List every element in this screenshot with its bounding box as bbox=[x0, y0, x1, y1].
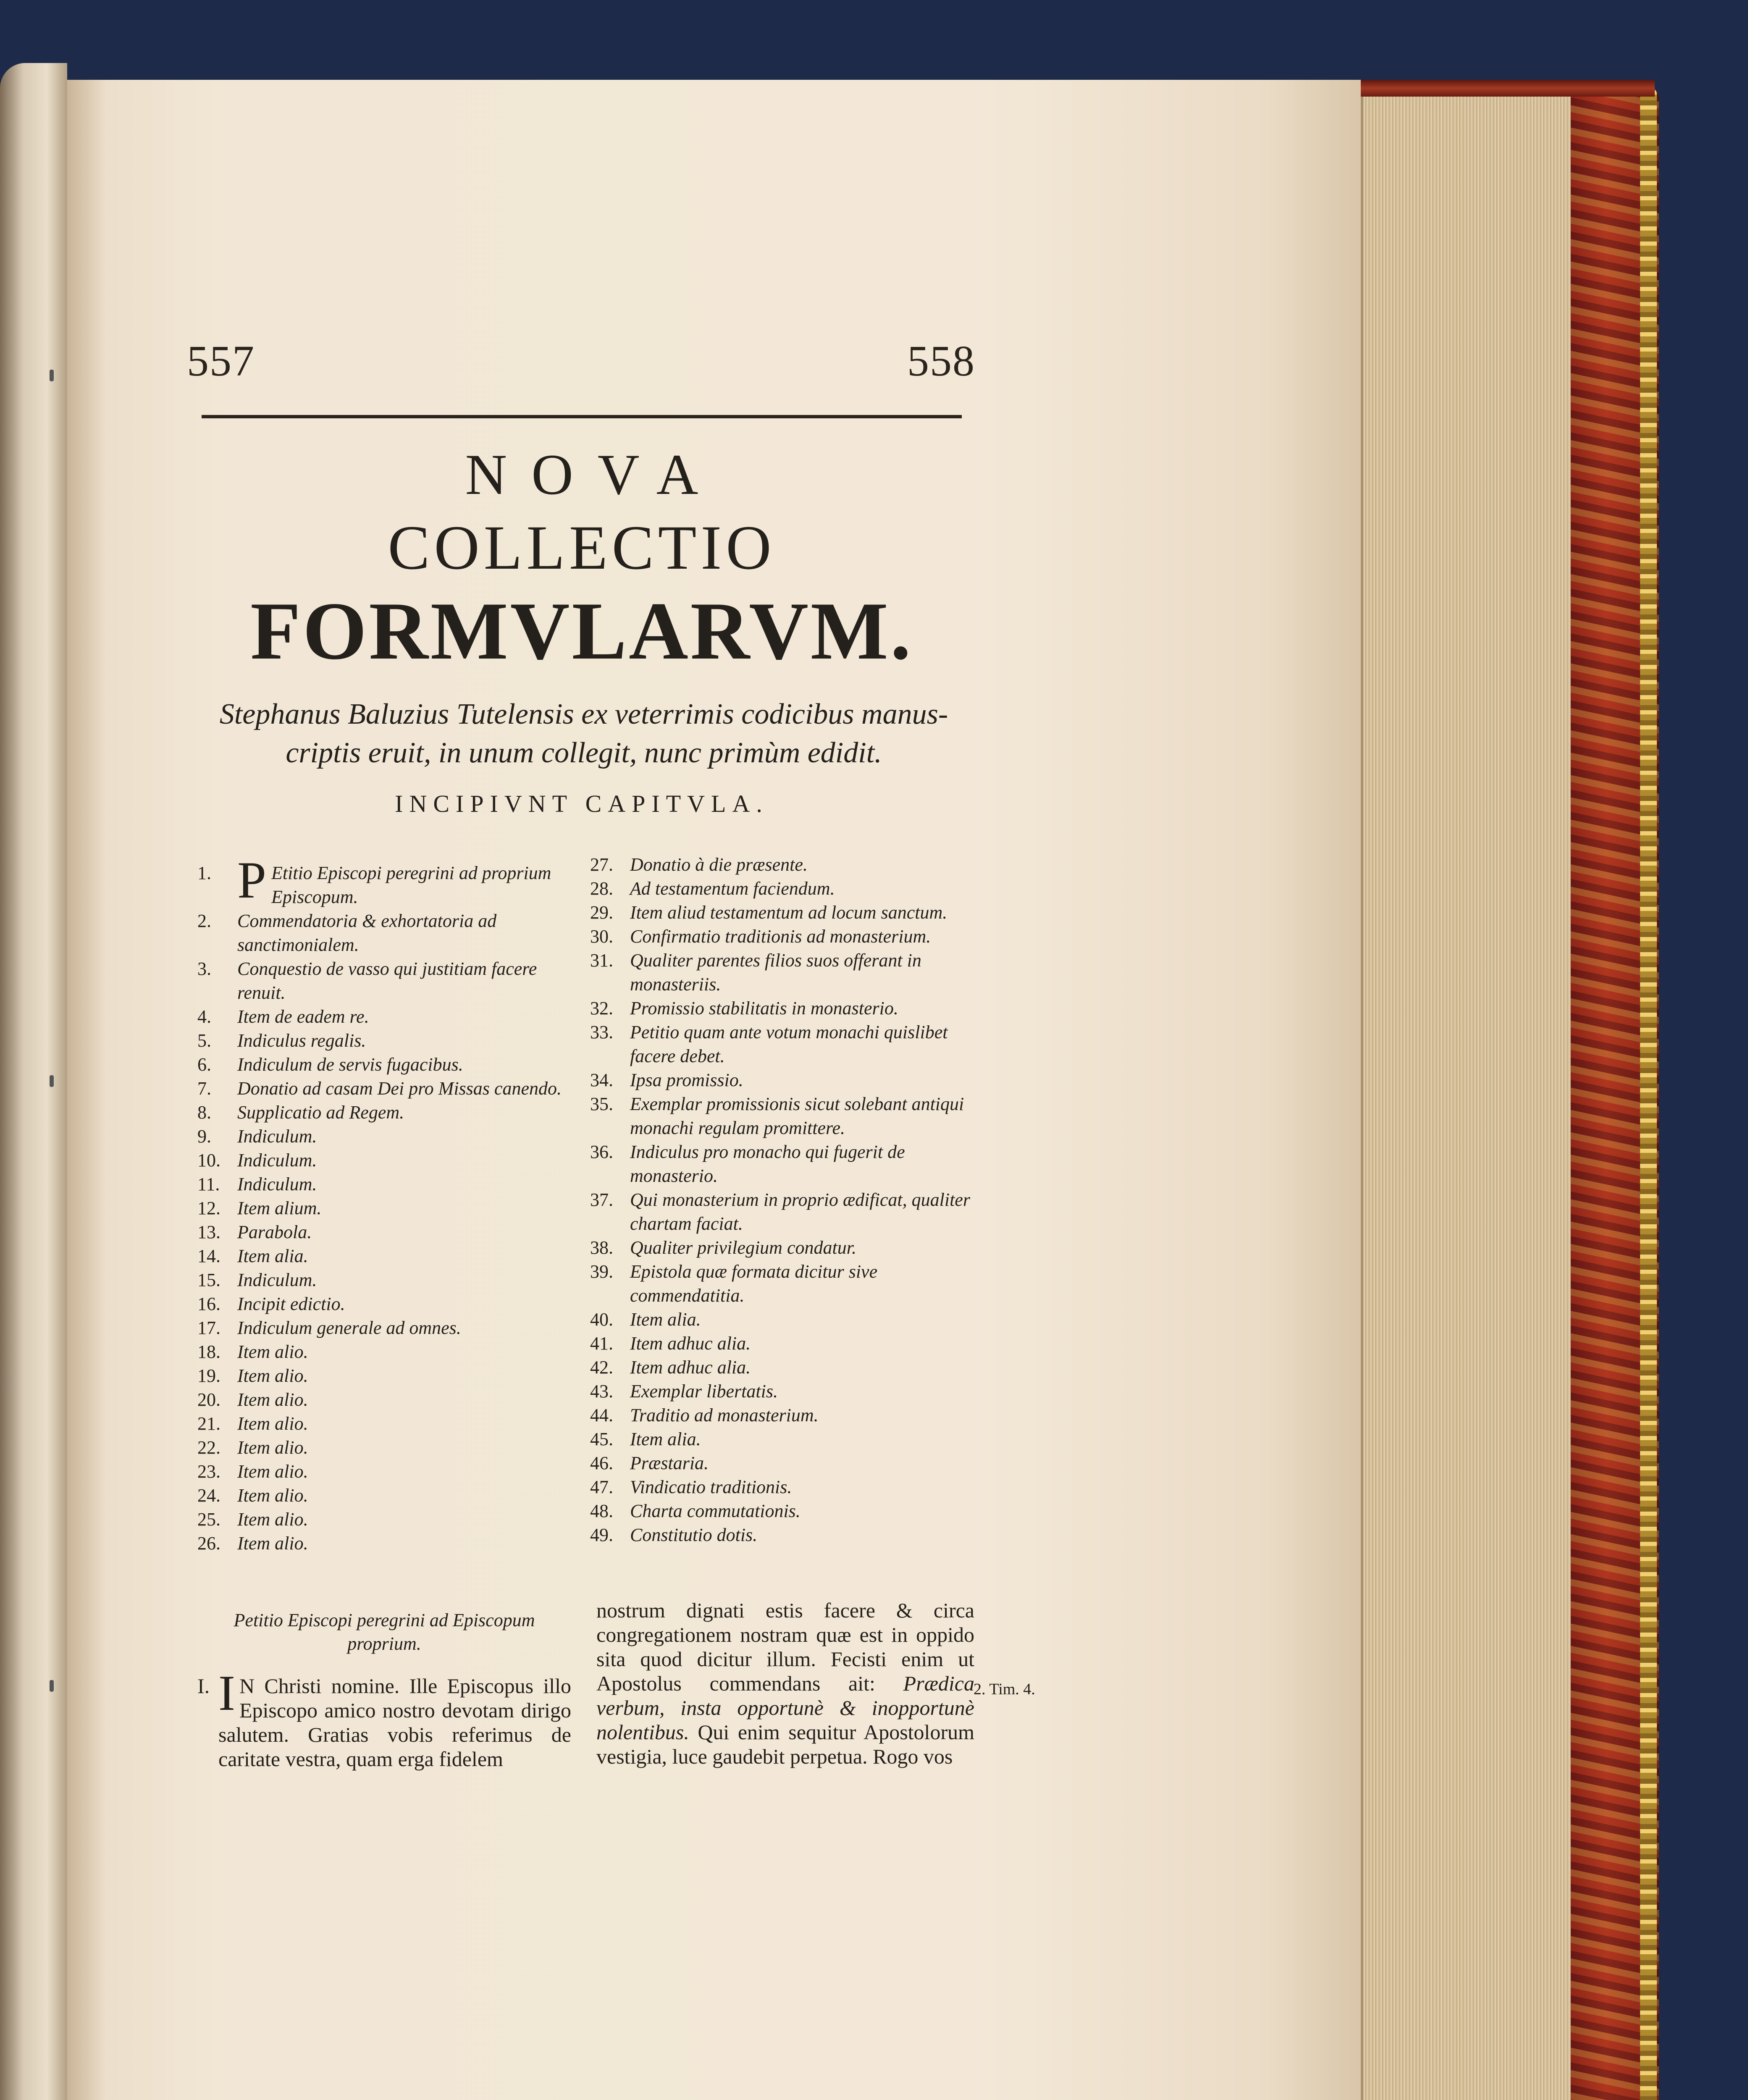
toc-item-number: 39. bbox=[590, 1261, 613, 1282]
toc-item-text bbox=[237, 1148, 571, 1172]
toc-item-text bbox=[237, 851, 571, 909]
toc-item-number: 7. bbox=[197, 1078, 211, 1099]
toc-item-text bbox=[630, 900, 974, 924]
toc-item-label: Item alio. bbox=[237, 1365, 308, 1386]
toc-item-text bbox=[630, 1068, 974, 1092]
toc-item-label: Ad testamentum faciendum. bbox=[630, 878, 835, 899]
toc-item-text bbox=[237, 1076, 571, 1100]
toc-item-text bbox=[237, 1364, 571, 1388]
toc-item-text bbox=[237, 957, 571, 1005]
toc-item-text bbox=[237, 1005, 571, 1029]
toc-item-label: Conquestio de vasso qui justitiam facere renuit. bbox=[237, 958, 537, 1003]
toc-item-text bbox=[237, 1029, 571, 1053]
toc-item-text bbox=[237, 1436, 571, 1460]
toc-right-column bbox=[590, 853, 974, 1547]
toc-item-label: Constitutio dotis. bbox=[630, 1525, 758, 1545]
toc-item-text bbox=[237, 1196, 571, 1220]
toc-item-number: 46. bbox=[590, 1453, 613, 1473]
toc-item bbox=[197, 1412, 571, 1436]
toc-item-label: Commendatoria & exhortatoria ad sanctimonialem. bbox=[237, 911, 497, 955]
drop-cap: I bbox=[218, 1665, 235, 1721]
toc-item-number: 4. bbox=[197, 1006, 211, 1027]
toc-item bbox=[197, 1507, 571, 1531]
toc-item-text bbox=[237, 1172, 571, 1196]
toc-item-label: Item alio. bbox=[237, 1413, 308, 1434]
toc-item bbox=[197, 1029, 571, 1053]
toc-item-text bbox=[237, 1316, 571, 1340]
toc-item-number: 2. bbox=[197, 911, 211, 931]
toc-item-text bbox=[630, 996, 974, 1020]
toc-item-label: Item alio. bbox=[237, 1389, 308, 1410]
toc-item-number: 41. bbox=[590, 1333, 613, 1354]
binding-mark bbox=[50, 370, 54, 381]
toc-item-text bbox=[630, 1020, 974, 1068]
toc-left-column bbox=[197, 851, 571, 1555]
toc-item bbox=[197, 1244, 571, 1268]
toc-item-label: Indiculum generale ad omnes. bbox=[237, 1318, 461, 1338]
toc-item bbox=[590, 1403, 974, 1427]
toc-item-label: Item alio. bbox=[237, 1461, 308, 1482]
toc-item bbox=[590, 1092, 974, 1140]
toc-item-label: Donatio ad casam Dei pro Missas canendo. bbox=[237, 1078, 562, 1099]
toc-item-number: 49. bbox=[590, 1525, 613, 1545]
toc-item-number: 1. bbox=[197, 863, 211, 883]
toc-item bbox=[590, 853, 974, 877]
toc-item-number: 36. bbox=[590, 1142, 613, 1162]
toc-item bbox=[197, 1340, 571, 1364]
toc-item-label: Exemplar promissionis sicut solebant antiqui monachi regulam promittere. bbox=[630, 1094, 964, 1138]
toc-item-text bbox=[237, 1124, 571, 1148]
toc-item-number: 31. bbox=[590, 950, 613, 971]
toc-item-text bbox=[630, 1236, 974, 1260]
toc-item-label: Qui monasterium in proprio ædificat, qualiter chartam faciat. bbox=[630, 1189, 970, 1234]
toc-item bbox=[590, 1331, 974, 1355]
toc-item-text bbox=[630, 1355, 974, 1379]
toc-item-label: Indiculum. bbox=[237, 1126, 317, 1147]
toc-item-label: Item alio. bbox=[237, 1341, 308, 1362]
toc-item-label: Incipit edictio. bbox=[237, 1294, 345, 1314]
toc-item-number: 3. bbox=[197, 958, 211, 979]
toc-item bbox=[197, 1124, 571, 1148]
toc-item-text bbox=[630, 1379, 974, 1403]
toc-item-label: Item alium. bbox=[237, 1198, 322, 1218]
subtitle-line-1: Stephanus Baluzius Tutelensis ex veterrimis codicibus manus- bbox=[219, 698, 948, 730]
toc-item-text bbox=[630, 1140, 974, 1188]
toc-item-label: Confirmatio traditionis ad monasterium. bbox=[630, 926, 931, 947]
toc-item-label: Vindicatio traditionis. bbox=[630, 1477, 792, 1497]
toc-item bbox=[197, 1436, 571, 1460]
toc-item-text bbox=[630, 877, 974, 900]
toc-item bbox=[197, 1076, 571, 1100]
toc-item-number: 48. bbox=[590, 1501, 613, 1521]
toc-item-label: Item alio. bbox=[237, 1509, 308, 1530]
toc-item bbox=[590, 1427, 974, 1451]
title-line-2: COLLECTIO bbox=[388, 513, 776, 583]
toc-item-number: 10. bbox=[197, 1150, 220, 1171]
toc-item-number: 16. bbox=[197, 1294, 220, 1314]
toc-item bbox=[197, 1531, 571, 1555]
toc-item bbox=[197, 1100, 571, 1124]
toc-item-number: 5. bbox=[197, 1030, 211, 1051]
toc-item bbox=[197, 1220, 571, 1244]
toc-item-number: 27. bbox=[590, 854, 613, 875]
toc-item-number: 14. bbox=[197, 1246, 220, 1266]
toc-item-number: 20. bbox=[197, 1389, 220, 1410]
toc-item-number: 30. bbox=[590, 926, 613, 947]
page-number-right: 558 bbox=[907, 337, 975, 385]
toc-item bbox=[590, 1140, 974, 1188]
body-column-right bbox=[596, 1598, 974, 1769]
toc-item-number: 47. bbox=[590, 1477, 613, 1497]
toc-item-label: Item aliud testamentum ad locum sanctum. bbox=[630, 902, 947, 923]
toc-item-number: 9. bbox=[197, 1126, 211, 1147]
toc-item-label: Ipsa promissio. bbox=[630, 1070, 743, 1090]
toc-item-text bbox=[630, 1523, 974, 1547]
toc-item-label: Item adhuc alia. bbox=[630, 1333, 751, 1354]
toc-item bbox=[197, 1460, 571, 1483]
toc-item bbox=[197, 1316, 571, 1340]
toc-item bbox=[590, 948, 974, 996]
toc-item bbox=[590, 1523, 974, 1547]
toc-item bbox=[590, 1499, 974, 1523]
facing-page-edge bbox=[0, 63, 67, 2100]
toc-item-text bbox=[237, 1292, 571, 1316]
toc-item bbox=[197, 851, 571, 909]
toc-item-label: Indiculus regalis. bbox=[237, 1030, 366, 1051]
toc-item bbox=[590, 1020, 974, 1068]
toc-item-number: 45. bbox=[590, 1429, 613, 1449]
toc-item-text bbox=[237, 1412, 571, 1436]
toc-item bbox=[590, 1355, 974, 1379]
toc-item-label: Etitio Episcopi peregrini ad proprium Episcopum. bbox=[271, 863, 551, 907]
toc-item bbox=[590, 996, 974, 1020]
toc-item-label: Traditio ad monasterium. bbox=[630, 1405, 819, 1425]
binding-mark bbox=[50, 1680, 54, 1692]
toc-item bbox=[590, 924, 974, 948]
toc-item-text bbox=[630, 1475, 974, 1499]
toc-item-number: 44. bbox=[590, 1405, 613, 1425]
toc-item-text bbox=[237, 1053, 571, 1076]
toc-item bbox=[197, 1388, 571, 1412]
toc-item bbox=[197, 1005, 571, 1029]
toc-item bbox=[197, 1148, 571, 1172]
toc-item-number: 43. bbox=[590, 1381, 613, 1402]
toc-item-number: 11. bbox=[197, 1174, 220, 1194]
toc-item-label: Epistola quæ formata dicitur sive commendatitia. bbox=[630, 1261, 878, 1306]
toc-item-label: Qualiter privilegium condatur. bbox=[630, 1237, 856, 1258]
toc-item bbox=[197, 1196, 571, 1220]
toc-item-text bbox=[237, 1388, 571, 1412]
toc-item-text bbox=[630, 1092, 974, 1140]
toc-item-number: 21. bbox=[197, 1413, 220, 1434]
toc-item-text bbox=[237, 1100, 571, 1124]
toc-item-label: Indiculum de servis fugacibus. bbox=[237, 1054, 463, 1075]
toc-item-label: Indiculum. bbox=[237, 1174, 317, 1194]
toc-item bbox=[590, 1475, 974, 1499]
toc-item-text bbox=[630, 1260, 974, 1307]
toc-item bbox=[590, 1451, 974, 1475]
toc-item-text bbox=[630, 1331, 974, 1355]
toc-item-number: 15. bbox=[197, 1270, 220, 1290]
toc-item-number: 23. bbox=[197, 1461, 220, 1482]
toc-item bbox=[197, 1364, 571, 1388]
toc-item-label: Donatio à die præsente. bbox=[630, 854, 808, 875]
toc-item-text bbox=[630, 924, 974, 948]
chapter-heading: Petitio Episcopi peregrini ad Episcopum proprium. bbox=[234, 1610, 535, 1654]
toc-item-number: 25. bbox=[197, 1509, 220, 1530]
toc-item bbox=[197, 909, 571, 957]
top-binding bbox=[1361, 80, 1655, 97]
toc-item bbox=[590, 1260, 974, 1307]
toc-item bbox=[590, 1307, 974, 1331]
toc-item-label: Item alia. bbox=[630, 1309, 701, 1330]
toc-item-text bbox=[237, 1507, 571, 1531]
toc-item-label: Item alio. bbox=[237, 1437, 308, 1458]
toc-item-label: Item alia. bbox=[630, 1429, 701, 1449]
toc-item-text bbox=[237, 909, 571, 957]
toc-item-label: Parabola. bbox=[237, 1222, 312, 1242]
toc-item-text bbox=[630, 1499, 974, 1523]
toc-item-text bbox=[630, 1427, 974, 1451]
toc-item bbox=[590, 900, 974, 924]
toc-item bbox=[197, 1172, 571, 1196]
toc-item-text bbox=[237, 1460, 571, 1483]
toc-item-label: Petitio quam ante votum monachi quislibet facere debet. bbox=[630, 1022, 948, 1066]
toc-item-label: Supplicatio ad Regem. bbox=[237, 1102, 404, 1123]
toc-item-label: Charta commutationis. bbox=[630, 1501, 801, 1521]
toc-item-number: 24. bbox=[197, 1485, 220, 1506]
toc-item-number: 19. bbox=[197, 1365, 220, 1386]
toc-item-label: Qualiter parentes filios suos offerant in monasteriis. bbox=[630, 950, 921, 995]
toc-item-number: 26. bbox=[197, 1533, 220, 1554]
toc-item-label: Indiculus pro monacho qui fugerit de monasterio. bbox=[630, 1142, 905, 1186]
binding-mark bbox=[50, 1075, 54, 1087]
toc-item-number: 6. bbox=[197, 1054, 211, 1075]
toc-item-number: 28. bbox=[590, 878, 613, 899]
toc-item-label: Indiculum. bbox=[237, 1150, 317, 1171]
toc-item bbox=[590, 877, 974, 900]
toc-item-label: Item alio. bbox=[237, 1485, 308, 1506]
toc-item-text bbox=[237, 1531, 571, 1555]
section-number: I. bbox=[197, 1674, 210, 1698]
toc-item-text bbox=[630, 853, 974, 877]
toc-item-number: 12. bbox=[197, 1198, 220, 1218]
toc-item bbox=[590, 1068, 974, 1092]
header-rule bbox=[202, 415, 962, 418]
toc-item-text bbox=[237, 1340, 571, 1364]
toc-item bbox=[590, 1379, 974, 1403]
toc-item-number: 37. bbox=[590, 1189, 613, 1210]
body-text-left: N Christi nomine. Ille Episcopus illo Episcopo amico nostro devotam dirigo salutem. Gratias vobis referimus de caritate vestra, quam erga fidelem bbox=[218, 1674, 571, 1771]
toc-item-text bbox=[237, 1220, 571, 1244]
toc-item-text bbox=[630, 948, 974, 996]
toc-item bbox=[197, 1268, 571, 1292]
page-number-left: 557 bbox=[187, 337, 255, 385]
toc-drop-cap: P bbox=[237, 851, 266, 909]
toc-item-text bbox=[630, 1403, 974, 1427]
toc-item-label: Item adhuc alia. bbox=[630, 1357, 751, 1378]
toc-item-number: 32. bbox=[590, 998, 613, 1018]
toc-item-number: 38. bbox=[590, 1237, 613, 1258]
toc-item-number: 17. bbox=[197, 1318, 220, 1338]
subtitle-line-2: criptis eruit, in unum collegit, nunc primùm edidit. bbox=[286, 737, 882, 769]
toc-item-label: Item alia. bbox=[237, 1246, 308, 1266]
toc-item-number: 34. bbox=[590, 1070, 613, 1090]
toc-item bbox=[197, 957, 571, 1005]
toc-item-number: 42. bbox=[590, 1357, 613, 1378]
toc-item-label: Indiculum. bbox=[237, 1270, 317, 1290]
toc-item-number: 40. bbox=[590, 1309, 613, 1330]
toc-item-label: Promissio stabilitatis in monasterio. bbox=[630, 998, 898, 1018]
toc-item-number: 29. bbox=[590, 902, 613, 923]
toc-item-number: 22. bbox=[197, 1437, 220, 1458]
toc-item-text bbox=[237, 1268, 571, 1292]
toc-item-text bbox=[630, 1307, 974, 1331]
body-column-left bbox=[197, 1665, 571, 1771]
toc-item bbox=[197, 1292, 571, 1316]
toc-item-label: Exemplar libertatis. bbox=[630, 1381, 778, 1402]
toc-item-label: Item alio. bbox=[237, 1533, 308, 1554]
title-line-1: NOVA bbox=[465, 442, 723, 507]
body-text-right-a: nostrum dignati estis facere & circa congregationem nostram quæ est in oppido sita quod dicitur illum. Fecisti enim ut Apostolus commendans ait: bbox=[596, 1599, 974, 1695]
subtitle bbox=[197, 695, 970, 772]
toc-item-text bbox=[630, 1188, 974, 1236]
title-line-3: FORMVLARVM. bbox=[250, 585, 913, 677]
toc-item bbox=[590, 1188, 974, 1236]
toc-item-number: 13. bbox=[197, 1222, 220, 1242]
toc-item-text bbox=[237, 1483, 571, 1507]
toc-item-label: Præstaria. bbox=[630, 1453, 709, 1473]
margin-reference: 2. Tim. 4. bbox=[974, 1680, 1035, 1698]
toc-item-text bbox=[237, 1244, 571, 1268]
toc-item bbox=[197, 1483, 571, 1507]
toc-item-number: 35. bbox=[590, 1094, 613, 1114]
toc-item-number: 8. bbox=[197, 1102, 211, 1123]
toc-item bbox=[590, 1236, 974, 1260]
body-text-right-c: Qui enim sequitur Apostolorum vestigia, luce gaudebit perpetua. Rogo vos bbox=[596, 1720, 974, 1768]
section-heading-incipiunt: INCIPIVNT CAPITVLA. bbox=[395, 790, 769, 817]
gilt-border bbox=[1640, 86, 1657, 2100]
toc-item-number: 33. bbox=[590, 1022, 613, 1042]
page-edges bbox=[1361, 86, 1586, 2100]
toc-item-text bbox=[630, 1451, 974, 1475]
toc-item-label: Item de eadem re. bbox=[237, 1006, 369, 1027]
scripture-quote: Prædica verbum, insta opportunè & inopportunè nolentibus. bbox=[596, 1672, 974, 1744]
toc-item-number: 18. bbox=[197, 1341, 220, 1362]
toc-item bbox=[197, 1053, 571, 1076]
